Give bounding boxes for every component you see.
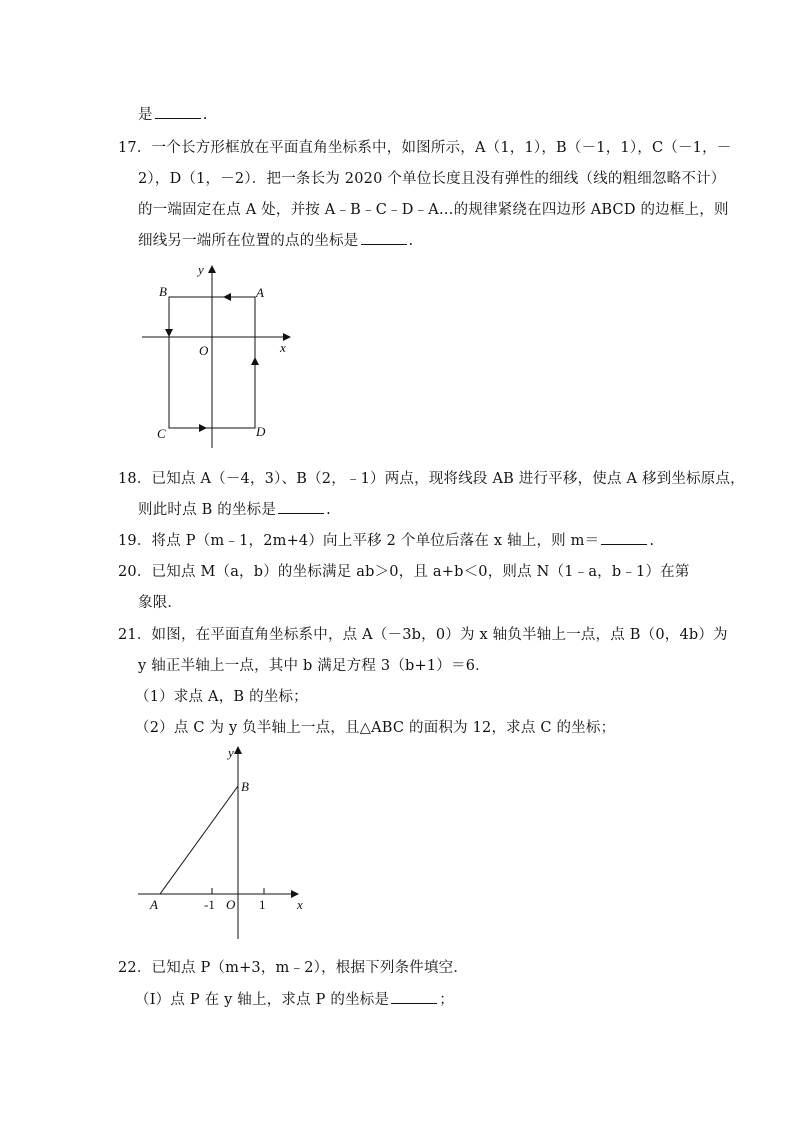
q21-part-1: （1）求点 A，B 的坐标； <box>135 689 308 705</box>
q18-line-2 <box>138 498 331 519</box>
answer-blank <box>361 230 407 245</box>
label-y: y <box>228 745 234 760</box>
q22-part-1 <box>135 988 454 1009</box>
label-d: D <box>256 424 266 439</box>
q21-triangle-figure <box>138 743 313 943</box>
q20-line-1: 20．已知点 M（a，b）的坐标满足 ab＞0，且 a+b＜0，则点 N（1﹣a，b﹣1）在第 <box>118 564 690 580</box>
q19-line-1 <box>118 529 654 550</box>
label-a: A <box>150 897 158 912</box>
answer-blank <box>601 530 647 545</box>
label-x: x <box>297 897 303 912</box>
q21-line-1: 21．如图，在平面直角坐标系中，点 A（－3b，0）为 x 轴负半轴上一点，点 B（0，4b）为 <box>118 627 728 643</box>
q20-line-2: 象限． <box>138 595 183 611</box>
semicolon: ； <box>439 992 454 1008</box>
q18-line-1: 18．已知点 A（－4，3）、B（2，﹣1）两点，现将线段 AB 进行平移，使点 A 移到坐标原点， <box>118 471 745 487</box>
q18-line-2-text: 则此时点 B 的坐标是 <box>138 502 277 518</box>
q17-rectangle-figure <box>138 262 308 452</box>
q21-part-2: （2）点 C 为 y 负半轴上一点，且△ABC 的面积为 12，求点 C 的坐标； <box>135 720 616 736</box>
q22-part-1-text: （Ⅰ）点 P 在 y 轴上，求点 P 的坐标是 <box>135 992 390 1008</box>
answer-blank <box>391 989 437 1004</box>
period: . <box>649 533 655 549</box>
q17-line-4 <box>138 229 413 250</box>
q17-line-3: 的一端固定在点 A 处，并按 A﹣B﹣C﹣D﹣A…的规律紧绕在四边形 ABCD 的边框上，则 <box>138 202 729 218</box>
label-x: x <box>280 340 286 355</box>
period: . <box>408 233 414 249</box>
q19-text: 19．将点 P（m﹣1，2m+4）向上平移 2 个单位后落在 x 轴上，则 m＝ <box>118 533 600 549</box>
answer-blank <box>155 104 201 119</box>
period: . <box>202 107 208 123</box>
label-neg1: -1 <box>204 897 215 912</box>
label-a: A <box>256 285 264 300</box>
label-c: C <box>157 426 166 441</box>
q22-line-1: 22．已知点 P（m+3，m﹣2），根据下列条件填空． <box>118 960 469 976</box>
q17-line-2: 2），D（1，－2）．把一条长为 2020 个单位长度且没有弹性的细线（线的粗细忽略不计） <box>138 171 726 187</box>
label-o: O <box>226 897 236 912</box>
label-b: B <box>159 284 167 299</box>
label-y: y <box>198 262 204 277</box>
q17-line-4-text: 细线另一端所在位置的点的坐标是 <box>138 233 359 249</box>
continued-answer-line <box>138 103 208 124</box>
period: . <box>326 502 331 518</box>
segment-ab <box>160 786 238 894</box>
answer-blank <box>278 499 324 514</box>
label-b: B <box>241 779 249 794</box>
label-pos1: 1 <box>259 897 266 912</box>
label-o: O <box>199 343 209 358</box>
q17-line-1: 17．一个长方形框放在平面直角坐标系中，如图所示，A（1，1），B（－1，1），C（－1，－ <box>118 140 732 156</box>
q21-line-2: y 轴正半轴上一点，其中 b 满足方程 3（b+1）＝6． <box>138 658 490 674</box>
continued-text: 是 <box>138 107 153 123</box>
